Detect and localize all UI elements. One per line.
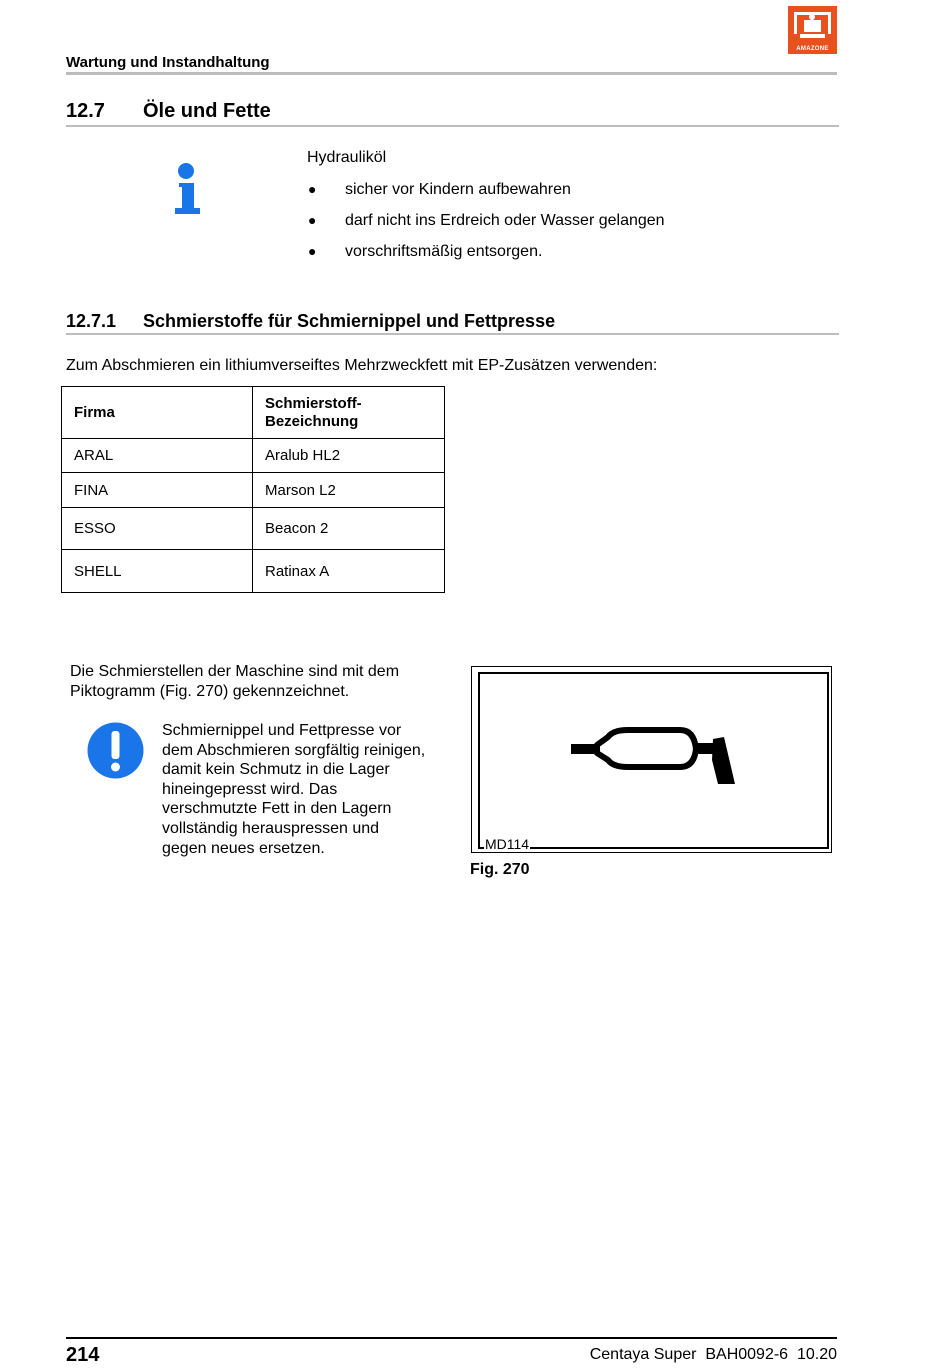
warning-paragraph: Schmiernippel und Fettpresse vor dem Abschmieren sorgfältig reinigen, damit kein Schmutz in die Lager hineingepresst wird. Das verschmutzte Fett in den Lagern vollständig herauspressen und gegen neues ersetzen. <box>162 722 426 857</box>
bullet-icon: ● <box>308 212 317 228</box>
figure-code-label: MD114 <box>485 836 530 852</box>
subsection-number: 12.7.1 <box>66 311 117 331</box>
table-cell-firma: FINA <box>62 473 253 508</box>
table-header-row <box>62 387 445 439</box>
amazone-logo <box>788 6 837 54</box>
table-cell-firma: SHELL <box>62 550 253 593</box>
table-cell-firma: ESSO <box>62 508 253 550</box>
subsection-title: Schmierstoffe für Schmiernippel und Fettpresse <box>143 311 556 331</box>
info-bullet-list <box>307 180 665 273</box>
pictogram-paragraph: Die Schmierstellen der Maschine sind mit dem Piktogramm (Fig. 270) gekennzeichnet. <box>70 663 400 700</box>
table-row <box>62 550 445 593</box>
intro-text: Zum Abschmieren ein lithiumverseiftes Mehrzweckfett mit EP-Zusätzen verwenden: <box>66 357 658 374</box>
column-header-bezeichnung: Schmierstoff- Bezeichnung <box>253 387 445 439</box>
table-row <box>62 439 445 473</box>
page-number: 214 <box>66 1344 100 1366</box>
list-item: ● sicher vor Kindern aufbewahren <box>308 181 571 198</box>
footer-divider <box>66 1337 837 1339</box>
column-header-firma: Firma <box>62 387 253 439</box>
table-cell-bezeichnung: Beacon 2 <box>253 508 445 550</box>
list-item: ● darf nicht ins Erdreich oder Wasser gelangen <box>308 212 665 229</box>
info-title: Hydrauliköl <box>307 149 387 166</box>
header-section-title: Wartung und Instandhaltung <box>66 54 270 71</box>
grease-gun-icon <box>568 722 738 788</box>
bullet-icon: ● <box>308 181 317 197</box>
bullet-icon: ● <box>308 243 317 259</box>
table-cell-firma: ARAL <box>62 439 253 473</box>
table-cell-bezeichnung: Ratinax A <box>253 550 445 593</box>
lubricant-table <box>61 386 445 593</box>
logo-tractor-icon <box>788 6 837 46</box>
logo-label: AMAZONE <box>796 46 829 52</box>
document-reference: Centaya Super BAH0092-6 10.20 <box>589 1346 837 1363</box>
header-divider <box>66 72 837 75</box>
table-row <box>62 473 445 508</box>
subsection-divider <box>66 333 839 335</box>
section-title: Öle und Fette <box>143 100 271 122</box>
section-divider <box>66 125 839 127</box>
list-item: ● vorschriftsmäßig entsorgen. <box>308 243 543 260</box>
table-row <box>62 508 445 550</box>
info-icon <box>172 162 202 216</box>
table-cell-bezeichnung: Marson L2 <box>253 473 445 508</box>
figure-caption: Fig. 270 <box>470 861 530 878</box>
table-cell-bezeichnung: Aralub HL2 <box>253 439 445 473</box>
section-number: 12.7 <box>66 100 105 122</box>
warning-icon <box>87 722 144 779</box>
